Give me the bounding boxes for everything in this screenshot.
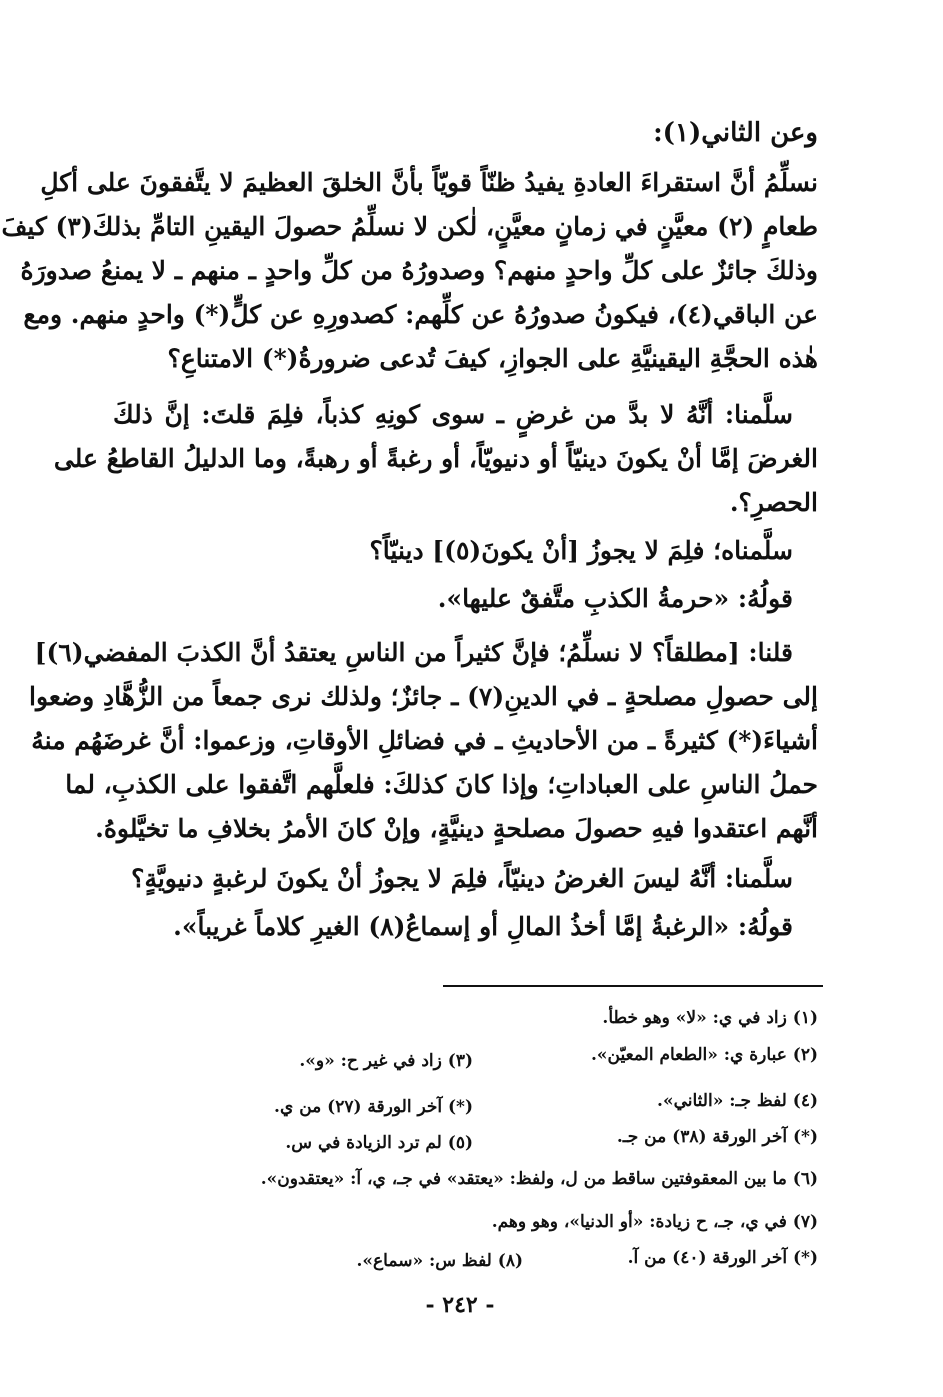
- footnote-star-3: (*) آخر الورقة (٤٠) من آ.: [627, 1248, 818, 1268]
- text-line-15: أنَّهم اعتقدوا فيهِ حصولَ مصلحةٍ دينيَّةٍ، وإنْ كانَ الأمرُ بخلافِ ما تخيَّلوهُ.: [95, 814, 818, 843]
- footnote-4: (٤) لفظ جـ: «الثاني».: [657, 1091, 818, 1111]
- text-line-8: الحصرِ؟.: [729, 488, 818, 517]
- text-line-1: نسلِّمُ أنَّ استقراءَ العادةِ يفيدُ ظنّاً قويّاً بأنَّ الخلقَ العظيمَ لا يتَّفقونَ على أكلِ: [40, 168, 818, 197]
- text-line-10: قولُهُ: «حرمةُ الكذبِ متَّفقٌ عليها».: [437, 584, 793, 613]
- text-line-12: إلى حصولِ مصلحةٍ ـ في الدينِ(٧) ـ جائزٌ؛ ولذلك نرى جمعاً من الزُّهَّادِ وضعوا: [29, 682, 818, 711]
- text-line-2: طعامٍ (٢) معيَّنٍ في زمانٍ معيَّنٍ، لٰكن لا نسلِّمُ حصولَ اليقينِ التامِّ بذلكَ(٣) كيفَ: [1, 212, 818, 241]
- text-line-6: سلَّمنا: أنَّهُ لا بدَّ من غرضٍ ـ سوى كونِهِ كذباً، فلِمَ قلتَ: إنَّ ذلكَ: [113, 400, 793, 429]
- text-line-11: قلنا: [مطلقاً؟ لا نسلِّمُ؛ فإنَّ كثيراً من الناسِ يعتقدُ أنَّ الكذبَ المفضي(٦)]: [34, 638, 793, 667]
- text-line-14: حملُ الناسِ على العباداتِ؛ وإذا كانَ كذلكَ: فلعلَّهم اتَّفقوا على الكذبِ، لما: [65, 770, 818, 799]
- text-line-7: الغرضَ إمَّا أنْ يكونَ دينيّاً أو دنيويّاً، أو رغبةً أو رهبةً، وما الدليلُ القاطعُ على: [53, 444, 818, 473]
- text-line-5: هٰذه الحجَّةِ اليقينيَّةِ على الجوازِ، كيفَ تُدعى ضرورةُ(*) الامتناعِ؟: [167, 344, 818, 373]
- footnote-separator: [443, 985, 823, 987]
- footnote-5: (٥) لم ترد الزيادة في س.: [285, 1133, 473, 1153]
- page-number: - ٢٤٢ -: [425, 1292, 495, 1318]
- text-line-13: أشياءَ(*) كثيرةً ـ من الأحاديثِ ـ في فضائلِ الأوقاتِ، وزعموا: أنَّ غرضَهُم منهُ: [31, 726, 818, 755]
- text-line-16: سلَّمنا: أنَّهُ ليسَ الغرضُ دينيّاً، فلِمَ لا يجوزُ أنْ يكونَ لرغبةٍ دنيويَّةٍ؟: [131, 864, 793, 893]
- footnote-2: (٢) عبارة ي: «الطعام المعيّن».: [591, 1045, 818, 1065]
- footnote-star-2: (*) آخر الورقة (٣٨) من جـ.: [616, 1127, 818, 1147]
- footnote-6: (٦) ما بين المعقوفتين ساقط من ل، ولفظ: «يعتقد» في جـ، ي، آ: «يعتقدون».: [260, 1169, 818, 1189]
- text-line-4: عن الباقي(٤)، فيكونُ صدورُهُ عن كلِّهم: كصدورِهِ عن كلٍّ(*) واحدٍ منهم. ومع: [23, 300, 818, 329]
- text-line-3: وذلكَ جائزٌ على كلِّ واحدٍ منهم؟ وصدورُهُ من كلِّ واحدٍ ـ منهم ـ لا يمنعُ صدورَهُ: [20, 256, 818, 285]
- footnote-1: (١) زاد في ي: «لا» وهو خطأ.: [602, 1008, 818, 1028]
- footnote-8: (٨) لفظ س: «سماع».: [356, 1251, 523, 1271]
- section-heading: وعن الثاني(١):: [653, 118, 818, 148]
- footnote-7: (٧) في ي، جـ، ح زيادة: «أو الدنيا»، وهو وهم.: [491, 1212, 818, 1232]
- footnote-star-1: (*) آخر الورقة (٢٧) من ي.: [274, 1097, 473, 1117]
- text-line-17: قولُهُ: «الرغبةُ إمَّا أخذُ المالِ أو إسماعُ(٨) الغيرِ كلاماً غريباً».: [173, 912, 793, 941]
- text-line-9: سلَّمناه؛ فلِمَ لا يجوزُ [أنْ يكونَ(٥)] دينيّاً؟: [369, 536, 793, 565]
- footnote-3: (٣) زاد في غير ح: «و».: [299, 1051, 473, 1071]
